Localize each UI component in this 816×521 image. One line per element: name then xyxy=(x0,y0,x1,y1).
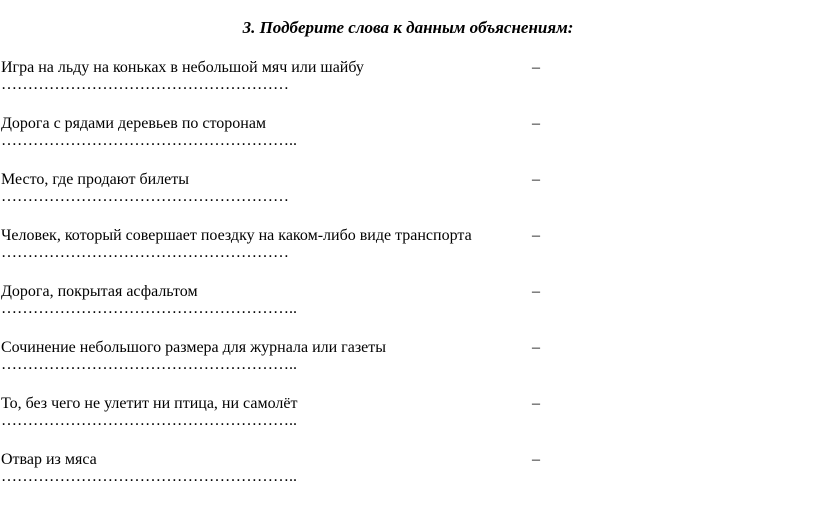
item-dash: – xyxy=(532,171,540,188)
item-definition: Дорога с рядами деревьев по сторонам xyxy=(1,115,267,132)
item-dash: – xyxy=(532,451,540,468)
item-definition: Игра на льду на коньках в небольшой мяч или шайбу xyxy=(1,59,364,76)
item-definition: Сочинение небольшого размера для журнала или газеты xyxy=(1,339,387,356)
item-dash: – xyxy=(532,339,540,356)
answer-blank[interactable]: ……………………………………………….. xyxy=(1,468,297,485)
item-definition: Дорога, покрытая асфальтом xyxy=(1,283,198,300)
exercise-title: 3. Подберите слова к данным объяснениям: xyxy=(242,18,574,37)
exercise-item xyxy=(0,58,816,106)
answer-blank[interactable]: ……………………………………………… xyxy=(1,244,289,261)
answer-blank[interactable]: ……………………………………………….. xyxy=(1,132,297,149)
item-definition: То, без чего не улетит ни птица, ни самолёт xyxy=(1,395,298,412)
answer-blank[interactable]: ……………………………………………….. xyxy=(1,412,297,429)
item-dash: – xyxy=(532,227,540,244)
item-dash: – xyxy=(532,395,540,412)
exercise-item xyxy=(0,282,816,330)
exercise-item xyxy=(0,394,816,442)
answer-blank[interactable]: ……………………………………………… xyxy=(1,188,289,205)
answer-blank[interactable]: ……………………………………………….. xyxy=(1,300,297,317)
item-definition: Место, где продают билеты xyxy=(1,171,190,188)
item-dash: – xyxy=(532,59,540,76)
answer-blank[interactable]: ……………………………………………….. xyxy=(1,356,297,373)
item-dash: – xyxy=(532,283,540,300)
exercise-item xyxy=(0,114,816,162)
exercise-item xyxy=(0,450,816,498)
exercise-item xyxy=(0,226,816,274)
exercise-item xyxy=(0,338,816,386)
answer-blank[interactable]: ……………………………………………… xyxy=(1,76,289,93)
item-dash: – xyxy=(532,115,540,132)
item-definition: Человек, который совершает поездку на каком-либо виде транспорта xyxy=(1,227,472,244)
item-definition: Отвар из мяса xyxy=(1,451,97,468)
exercise-item xyxy=(0,170,816,218)
